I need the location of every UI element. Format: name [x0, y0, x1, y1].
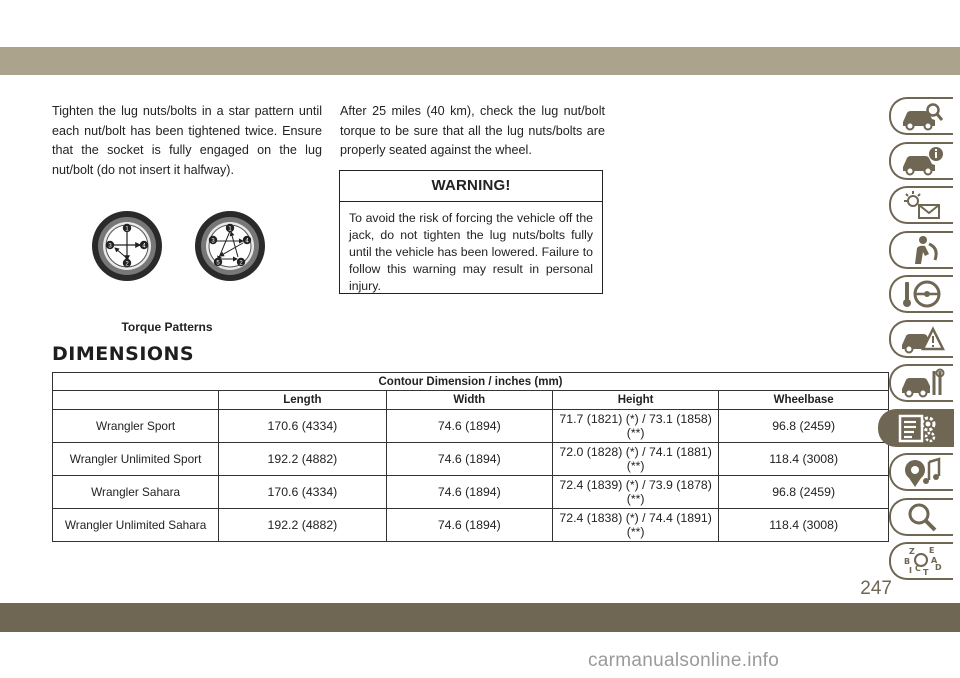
header-band	[0, 47, 960, 75]
length-cell: 192.2 (4882)	[219, 509, 386, 542]
index-letter: C	[915, 564, 921, 573]
car-info-icon	[899, 145, 945, 177]
table-title: Contour Dimension / inches (mm)	[53, 373, 889, 391]
tab-in-case-of-emergency[interactable]	[889, 320, 953, 358]
table-row	[53, 476, 889, 509]
four-lug-wheel-icon	[92, 211, 162, 281]
tab-starting-operating[interactable]	[889, 275, 953, 313]
watermark: carmanualsonline.info	[588, 650, 780, 671]
figure-caption: Torque Patterns	[121, 320, 213, 334]
torque-pattern-figure	[80, 208, 290, 288]
tab-customer-assistance[interactable]	[889, 498, 953, 536]
index-letter: D	[935, 563, 942, 572]
chapter-tabs	[884, 97, 960, 587]
height-cell: 71.7 (1821) (*) / 73.1 (1858) (**)	[552, 410, 718, 443]
length-cell: 192.2 (4882)	[219, 443, 386, 476]
length-cell: 170.6 (4334)	[219, 410, 386, 443]
header-cell: Width	[386, 391, 552, 410]
index-letter: A	[931, 556, 938, 565]
index-letter: T	[923, 568, 929, 577]
wheel4-label: 4	[142, 243, 146, 250]
width-cell: 74.6 (1894)	[386, 410, 552, 443]
height-cell: 72.4 (1838) (*) / 74.4 (1891) (**)	[552, 509, 718, 542]
wheel5-label: 3	[211, 238, 215, 245]
index-letter: I	[909, 566, 912, 575]
wheel5-label: 1	[228, 226, 232, 233]
warning-text: To avoid the risk of forcing the vehicle off the jack, do not tighten the lug nuts/bolts fully until the vehicle has been lowered. Failure to follow this warning may result in personal injury.	[349, 211, 593, 294]
index-letter: Z	[909, 547, 915, 556]
header-cell	[53, 391, 219, 410]
tab-servicing-maintenance[interactable]	[889, 364, 953, 402]
wheel5-label: 2	[239, 260, 243, 267]
wheel4-label: 2	[125, 261, 129, 268]
model-cell: Wrangler Sport	[53, 410, 219, 443]
header-cell: Wheelbase	[719, 391, 889, 410]
tab-index[interactable]	[889, 542, 953, 580]
section-heading: DIMENSIONS	[52, 343, 195, 365]
key-steering-wheel-icon	[899, 278, 945, 310]
alphabet-index-icon	[899, 545, 945, 577]
width-cell: 74.6 (1894)	[386, 476, 552, 509]
car-wrench-icon	[899, 367, 945, 399]
tab-multimedia[interactable]	[889, 453, 953, 491]
specifications-gear-icon	[894, 412, 940, 444]
table-row	[53, 443, 889, 476]
width-cell: 74.6 (1894)	[386, 509, 552, 542]
page-number: 247	[860, 578, 892, 599]
warning-light-message-icon	[899, 189, 945, 221]
search-index-icon	[899, 501, 945, 533]
tab-safety[interactable]	[889, 231, 953, 269]
wheel5-label: 4	[245, 238, 249, 245]
table-header-row	[53, 391, 889, 410]
car-hazard-icon	[899, 323, 945, 355]
table-row	[53, 410, 889, 443]
person-airbag-icon	[899, 234, 945, 266]
warning-title: WARNING!	[431, 177, 511, 194]
length-cell: 170.6 (4334)	[219, 476, 386, 509]
tab-warning-lights[interactable]	[889, 186, 953, 224]
tab-technical-specifications[interactable]	[878, 409, 954, 447]
height-cell: 72.0 (1828) (*) / 74.1 (1881) (**)	[552, 443, 718, 476]
multimedia-note-icon	[899, 456, 945, 488]
header-cell: Length	[219, 391, 386, 410]
wheel5-label: 5	[216, 260, 220, 267]
wheelbase-cell: 96.8 (2459)	[719, 410, 889, 443]
wheel4-label: 1	[125, 226, 129, 233]
wheelbase-cell: 118.4 (3008)	[719, 509, 889, 542]
index-letter: E	[929, 546, 935, 555]
index-letter: B	[904, 557, 911, 566]
lug-nut-instructions: Tighten the lug nuts/bolts in a star pattern until each nut/bolt has been tightened twice. Ensure that the socket is fully engaged on the lug nut/bolt (do not insert it halfway).	[52, 104, 322, 177]
tab-getting-to-know[interactable]	[889, 97, 953, 135]
width-cell: 74.6 (1894)	[386, 443, 552, 476]
wheelbase-cell: 118.4 (3008)	[719, 443, 889, 476]
torque-check-paragraph: After 25 miles (40 km), check the lug nut/bolt torque to be sure that all the lug nuts/bolts are properly seated against the wheel.	[340, 104, 605, 157]
model-cell: Wrangler Sahara	[53, 476, 219, 509]
five-lug-wheel-icon	[195, 211, 265, 281]
model-cell: Wrangler Unlimited Sahara	[53, 509, 219, 542]
height-cell: 72.4 (1839) (*) / 73.9 (1878) (**)	[552, 476, 718, 509]
warning-box	[339, 170, 603, 294]
footer-band	[0, 603, 960, 632]
wheelbase-cell: 96.8 (2459)	[719, 476, 889, 509]
table-row	[53, 509, 889, 542]
table-title-row	[53, 373, 889, 391]
car-magnifier-icon	[899, 100, 945, 132]
header-cell: Height	[552, 391, 718, 410]
model-cell: Wrangler Unlimited Sport	[53, 443, 219, 476]
dimensions-table	[52, 372, 889, 542]
tab-getting-to-know-instrument[interactable]	[889, 142, 953, 180]
wheel4-label: 3	[108, 243, 112, 250]
